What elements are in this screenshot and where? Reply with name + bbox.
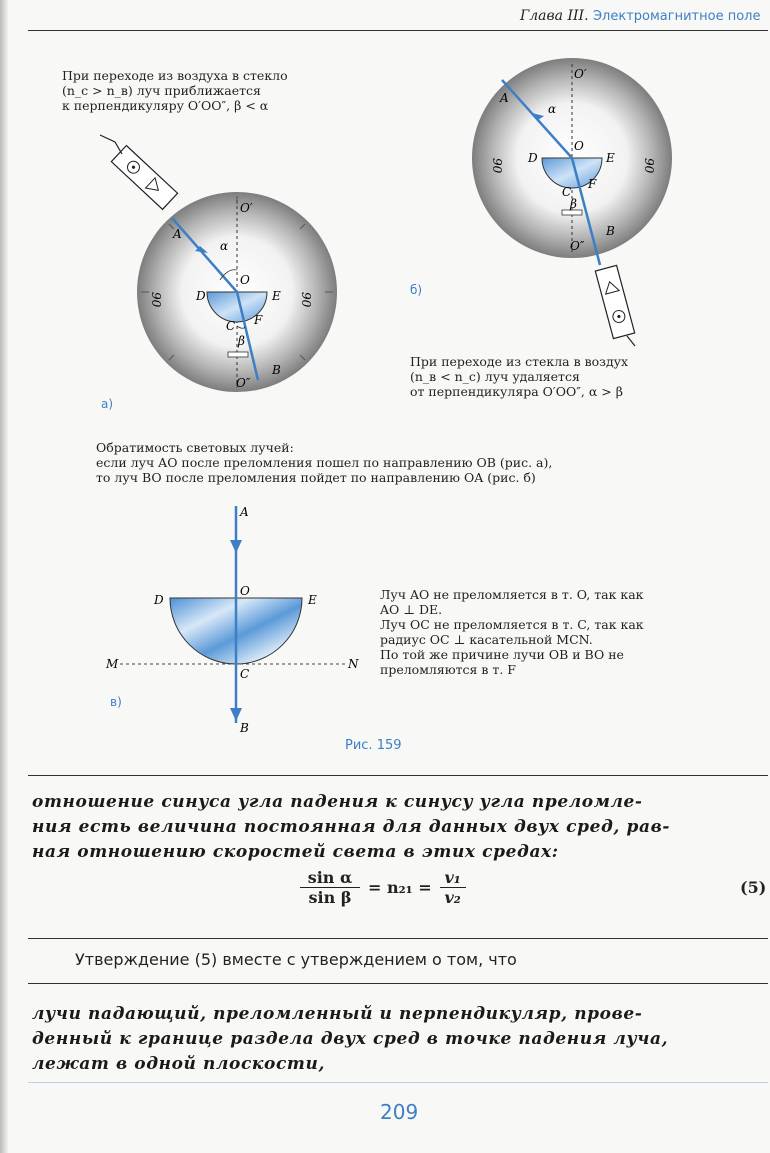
label-a-c: A [240,505,249,519]
fig-c-note-line-5: По той же причине лучи OB и BO не [380,647,624,662]
label-a-a: A [173,227,182,241]
deg-right-a: 90 [299,292,313,308]
v2: v₂ [444,888,461,907]
formula [300,868,466,907]
deg-left-a: 90 [149,292,163,308]
fig-c-sublabel: в) [110,695,122,709]
fraction-sin [300,868,360,907]
fig-c-note-line-1: Луч AO не преломляется в т. O, так как [380,587,644,602]
laser-source-b [595,265,634,338]
figure-b-refraction-disk [440,40,680,350]
label-f-b: F [588,177,597,191]
section-rule-1 [28,775,768,776]
laser-source-a [111,146,177,210]
fig-a-caption-line-1: При переходе из воздуха в стекло [62,68,288,83]
label-b-a: B [272,363,281,377]
fig-a-caption-line-2: (n_c > n_в) луч приближается [62,83,261,98]
fig-b-sublabel: б) [410,283,423,297]
ray-arrow-bottom-c [230,708,242,721]
law-text [32,790,670,865]
fig-a-caption [62,68,288,113]
chapter-label: Глава III. [520,8,589,24]
figure-caption: Рис. 159 [345,738,402,753]
fig-c-note-line-2: AO ⊥ DE. [380,602,443,617]
deg-right-b: 90 [642,158,656,174]
law-line-2: ния есть величина постоянная для данных двух сред, рав- [32,817,670,837]
fig-b-caption [410,354,628,399]
label-e-b: E [606,151,615,165]
label-c-b: C [562,185,572,199]
fig-c-note-line-3: Луч OC не преломляется в т. C, так как [380,617,644,632]
label-beta-a: β [238,334,245,348]
label-alpha-b: α [548,102,557,116]
label-d-b: D [528,151,538,165]
rays-line-3: лежат в одной плоскости, [32,1054,325,1074]
rays-line-1: лучи падающий, преломленный и перпендикуляр, прове- [32,1004,643,1024]
sin-beta: sin β [308,888,352,907]
fig-c-note-line-4: радиус OC ⊥ касательной MCN. [380,632,593,647]
pointer-a [228,352,248,357]
laser-cable-b [627,336,635,346]
section-rule-3 [28,983,768,984]
fig-b-caption-line-2: (n_в < n_c) луч удаляется [410,369,580,384]
formula-equals: = n₂₁ = [368,878,432,897]
reversibility-line-1: Обратимость световых лучей: [96,440,294,455]
law-line-3: ная отношению скоростей света в этих средах: [32,842,559,862]
label-b-c: B [240,721,249,735]
label-d-a: D [196,289,206,303]
chapter-title: Электромагнитное поле [592,9,761,24]
label-c-c: C [240,667,250,681]
page-number: 209 [380,1100,419,1124]
page-spine-shadow [0,0,8,1153]
label-o-prime-b: O′ [574,67,587,81]
label-o-double-a: O″ [236,376,251,390]
label-e-a: E [272,289,281,303]
label-c-a: C [226,319,236,333]
label-e-c: E [308,593,317,607]
ray-arrow-top-c [230,540,242,553]
fig-c-note [380,587,644,677]
section-rule-2 [28,938,768,939]
rays-text [32,1002,668,1077]
law-line-1: отношение синуса угла падения к синусу угла преломле- [32,792,643,812]
label-a-b: A [500,91,509,105]
fig-b-caption-line-3: от перпендикуляра O′OO″, α > β [410,384,623,399]
fig-a-sublabel: а) [101,397,114,411]
label-d-c: D [154,593,164,607]
fig-c-note-line-6: преломляются в т. F [380,662,516,677]
label-alpha-a: α [220,239,229,253]
label-o-double-b: O″ [570,239,585,253]
statement-text: Утверждение (5) вместе с утверждением о том, что [75,950,517,969]
fig-a-caption-line-3: к перпендикуляру O′OO″, β < α [62,98,269,113]
figure-c-half-cylinder [100,498,380,738]
fig-b-caption-line-1: При переходе из стекла в воздух [410,354,629,369]
v1: v₁ [444,868,461,887]
rays-line-2: денный к границе раздела двух сред в точке падения луча, [32,1029,669,1049]
formula-number: (5) [740,878,767,897]
reversibility-line-2: если луч AO после преломления пошел по направлению OB (рис. а), [96,455,553,470]
running-header [520,8,760,24]
header-rule [28,30,768,31]
label-n-c: N [348,657,359,671]
sin-alpha: sin α [307,868,353,887]
laser-cable-a [100,135,122,154]
footer-rule [28,1082,768,1083]
reversibility-text [96,440,552,485]
label-o-prime-a: O′ [240,201,253,215]
label-o-a: O [240,273,250,287]
fraction-v [440,868,466,907]
label-o-b: O [574,139,584,153]
label-f-a: F [254,313,263,327]
label-o-c: O [240,584,250,598]
label-b-b: B [606,224,615,238]
label-m-c: M [106,657,119,671]
reversibility-line-3: то луч BO после преломления пойдет по направлению OA (рис. б) [96,470,536,485]
deg-left-b: 90 [490,158,504,174]
figure-a-refraction-disk [60,130,400,420]
label-beta-b: β [570,197,577,211]
